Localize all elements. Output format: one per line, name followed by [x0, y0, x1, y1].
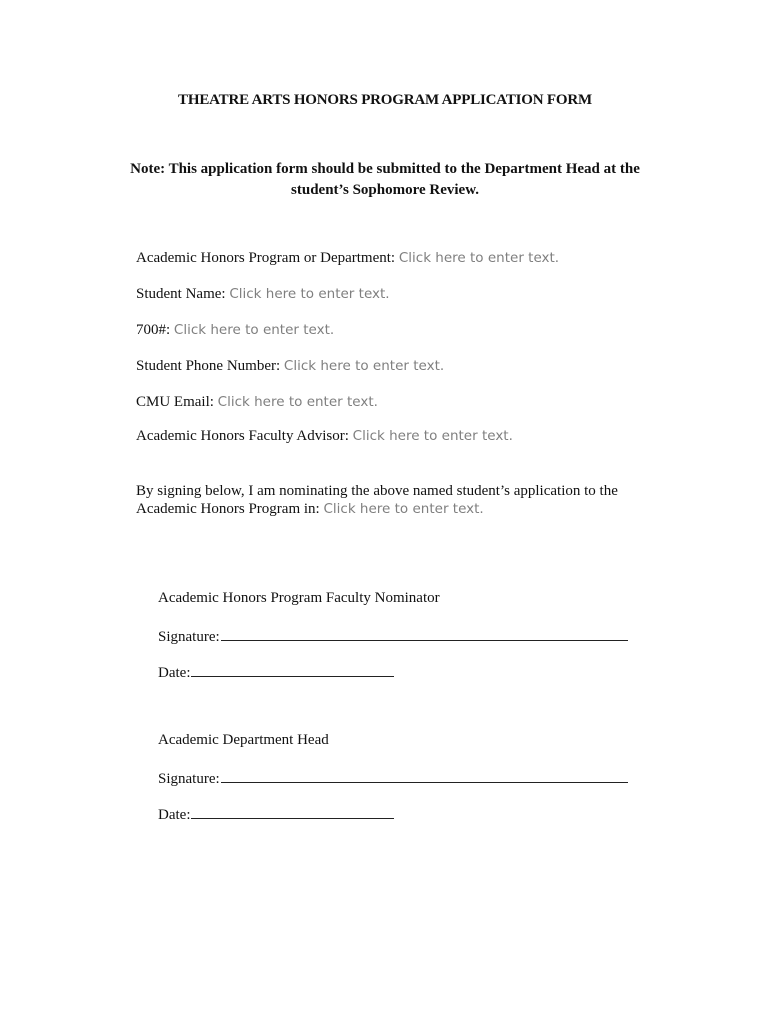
nominator-heading: Academic Honors Program Faculty Nominator	[158, 590, 440, 606]
field-label: Student Phone Number:	[136, 358, 281, 374]
nominator-date-row	[158, 662, 394, 682]
cmu-email-input[interactable]: Click here to enter text.	[217, 394, 378, 410]
700-number-input[interactable]: Click here to enter text.	[173, 322, 335, 338]
department-head-heading: Academic Department Head	[158, 732, 329, 748]
nomination-statement	[136, 482, 656, 518]
phone-number-input[interactable]: Click here to enter text.	[283, 358, 445, 374]
field-label: CMU Email:	[136, 394, 214, 410]
field-700-number	[136, 322, 334, 339]
student-name-input[interactable]: Click here to enter text.	[229, 286, 390, 302]
nominator-signature-line[interactable]	[221, 626, 628, 641]
field-label: Academic Honors Program or Department:	[136, 250, 396, 266]
field-faculty-advisor	[136, 428, 513, 445]
honors-program-input[interactable]: Click here to enter text.	[398, 250, 560, 266]
date-label: Date:	[158, 807, 191, 823]
nomination-text: By signing below, I am nominating the above named student’s application to the Academic Honors Program in:	[136, 483, 618, 517]
field-honors-program	[136, 250, 559, 267]
field-phone-number	[136, 358, 444, 375]
nominator-signature-row	[158, 626, 628, 646]
department-head-date-row	[158, 804, 394, 824]
signature-label: Signature:	[158, 629, 220, 645]
signature-label: Signature:	[158, 771, 220, 787]
department-head-date-line[interactable]	[191, 804, 394, 819]
field-label: Academic Honors Faculty Advisor:	[136, 428, 349, 444]
nominator-date-line[interactable]	[191, 662, 394, 677]
field-student-name	[136, 286, 390, 303]
submission-note: Note: This application form should be submitted to the Department Head at the student’s Sophomore Review.	[130, 161, 640, 198]
form-title: THEATRE ARTS HONORS PROGRAM APPLICATION FORM	[178, 92, 592, 108]
field-label: Student Name:	[136, 286, 226, 302]
department-head-signature-line[interactable]	[221, 768, 628, 783]
field-label: 700#:	[136, 322, 171, 338]
faculty-advisor-input[interactable]: Click here to enter text.	[352, 428, 513, 444]
department-head-signature-row	[158, 768, 628, 788]
nomination-program-input[interactable]: Click here to enter text.	[323, 501, 484, 517]
date-label: Date:	[158, 665, 191, 681]
field-cmu-email	[136, 394, 378, 411]
